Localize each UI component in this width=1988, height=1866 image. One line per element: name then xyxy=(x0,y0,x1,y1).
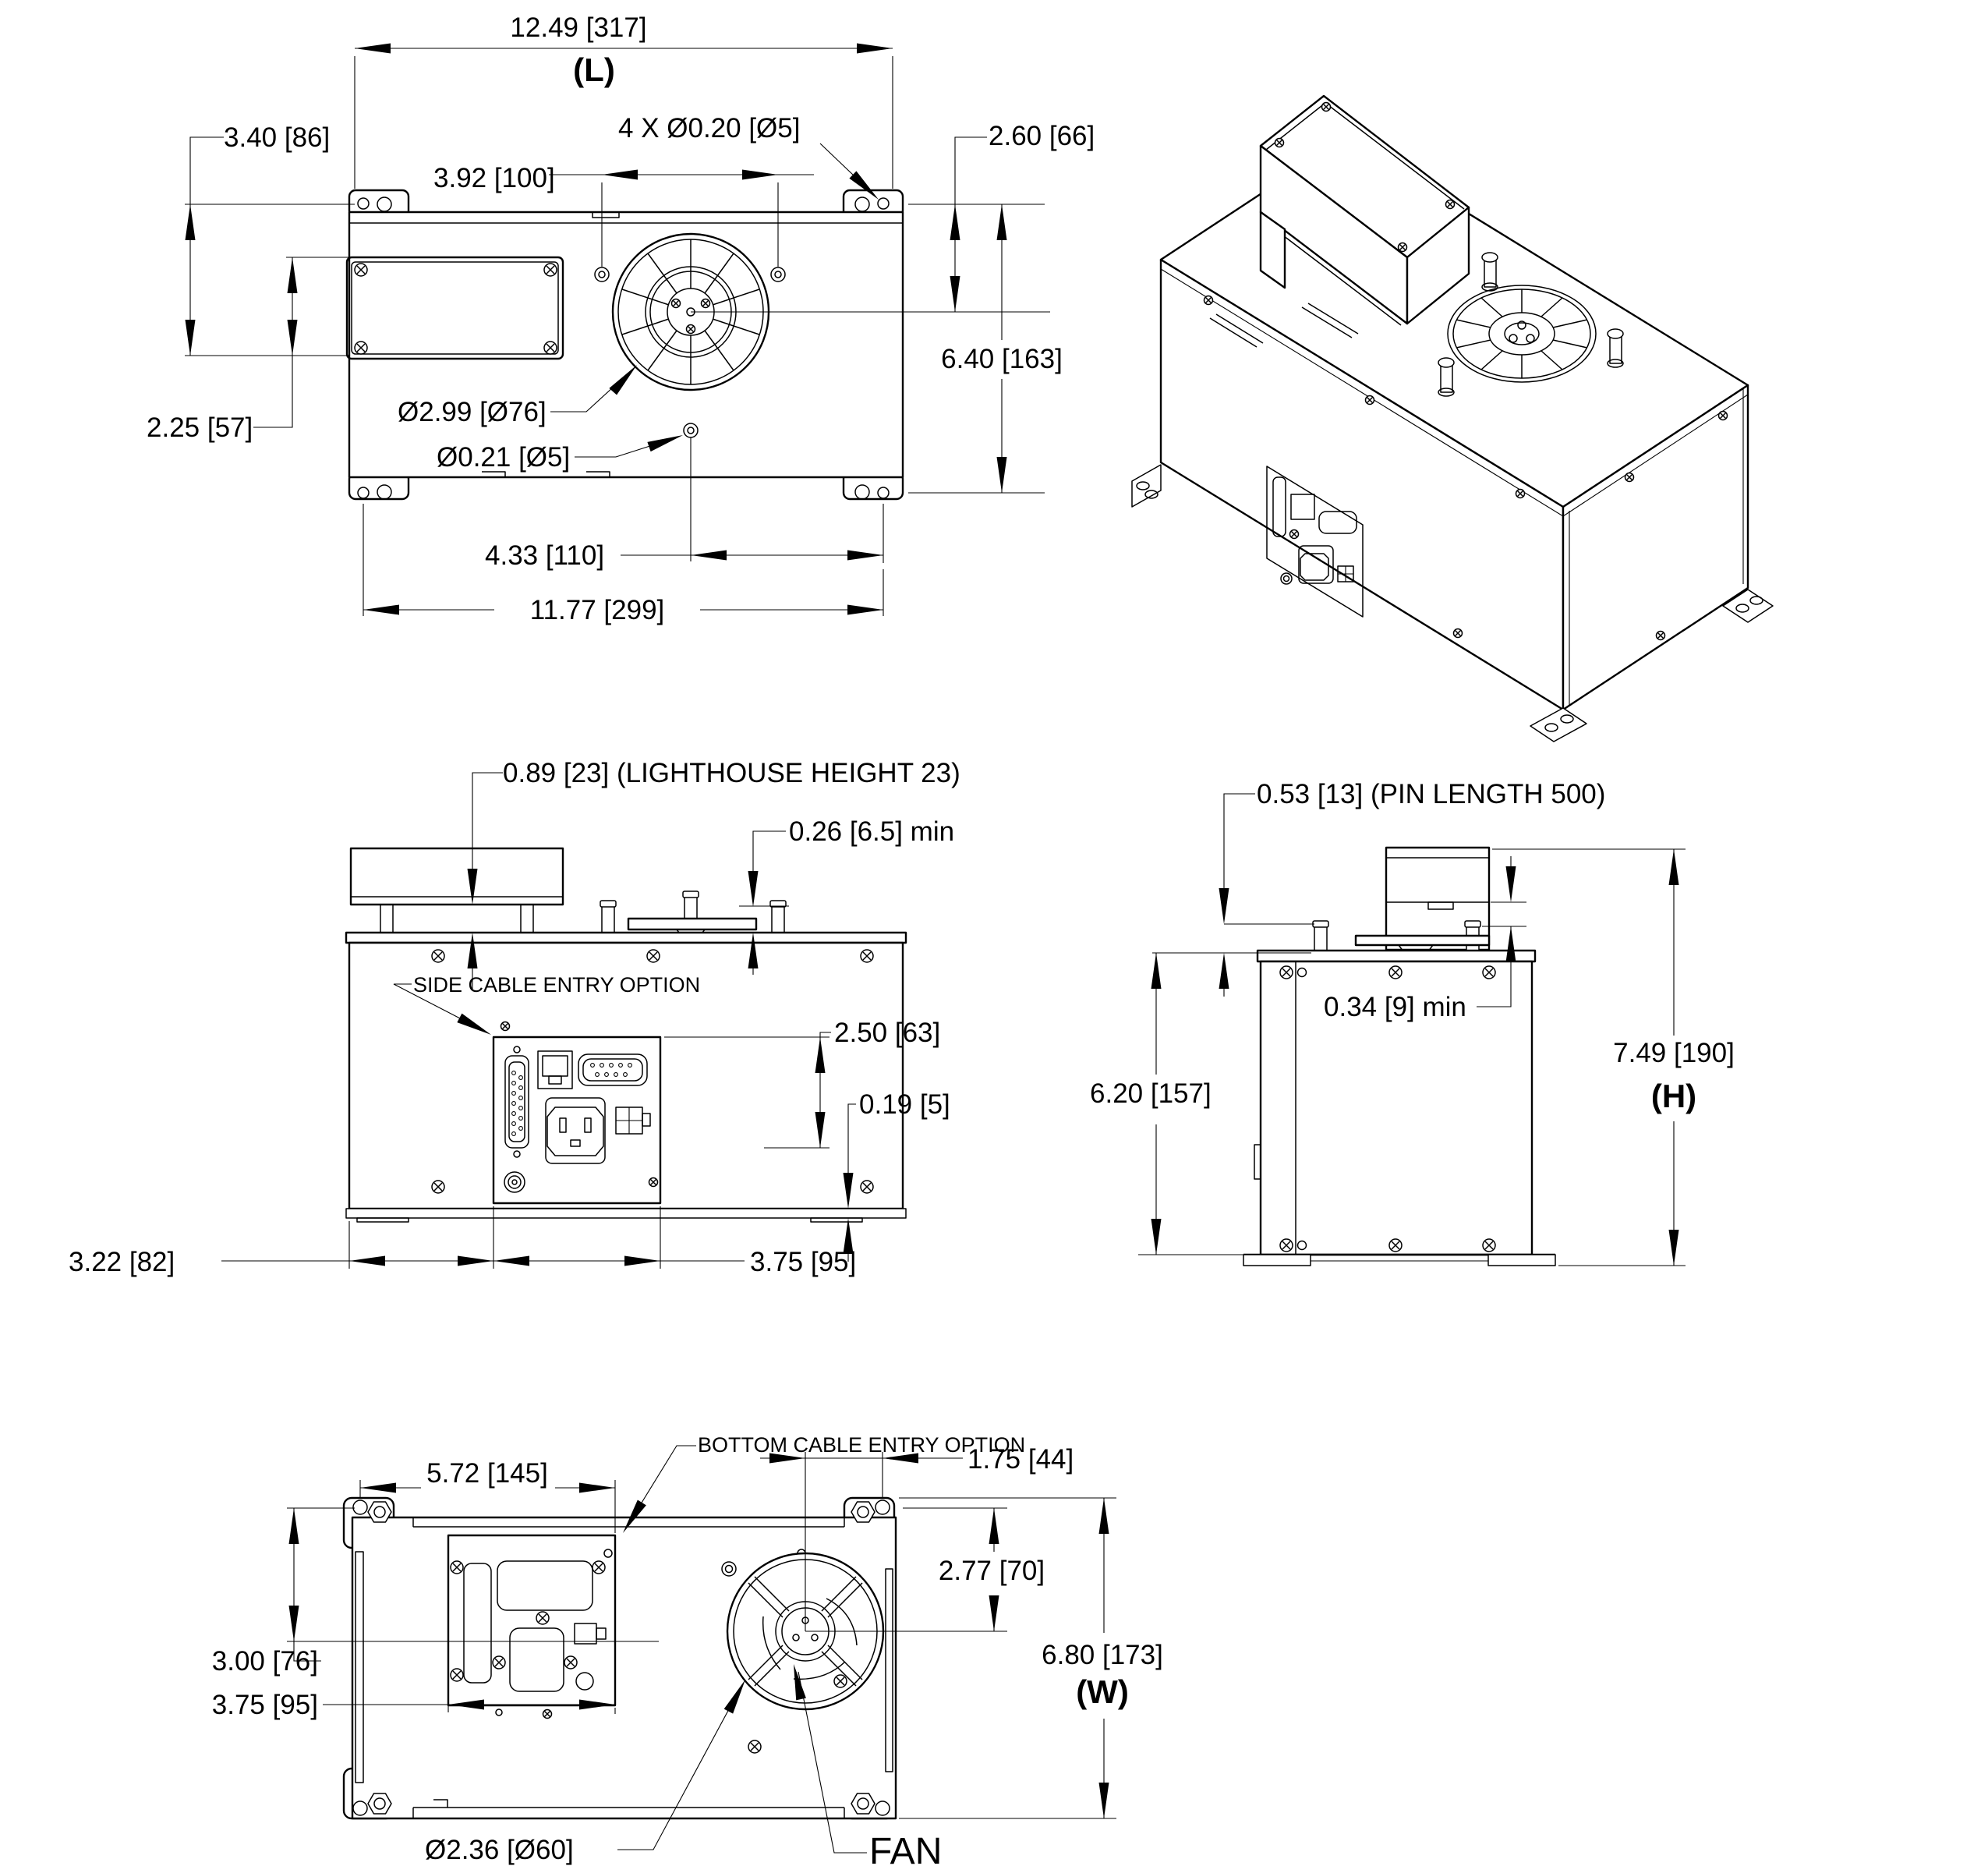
side-disc xyxy=(1356,936,1489,945)
dim-pin: 0.53 [13] (PIN LENGTH 500) xyxy=(1257,779,1606,809)
front-view xyxy=(69,758,960,1277)
center-hole xyxy=(684,423,698,437)
dim-panel-height: 2.50 [63] xyxy=(834,1018,941,1048)
top-view xyxy=(147,12,1095,625)
front-pins-disc xyxy=(600,891,786,936)
dim-lighthouse: 0.89 [23] (LIGHTHOUSE HEIGHT 23) xyxy=(503,758,960,788)
label-height: (H) xyxy=(1650,1078,1697,1114)
dim-tab-span: 11.77 [299] xyxy=(529,595,665,625)
dim-plate-width: 3.75 [95] xyxy=(211,1690,318,1720)
dim-center-y: 3.00 [76] xyxy=(211,1646,318,1677)
dim-hole-dia: Ø0.21 [Ø5] xyxy=(437,442,571,473)
dim-width: 6.80 [173] xyxy=(1042,1640,1163,1670)
dim-panel-left: 3.22 [82] xyxy=(69,1247,175,1277)
dim-base: 0.19 [5] xyxy=(859,1089,950,1120)
dim-total-height: 7.49 [190] xyxy=(1613,1038,1735,1068)
label-bottom-cable: BOTTOM CABLE ENTRY OPTION xyxy=(698,1433,1026,1457)
dim-plate: 2.25 [57] xyxy=(147,413,253,443)
side-body xyxy=(1258,951,1535,961)
dim-height-span: 6.40 [163] xyxy=(941,344,1063,374)
dim-pin-min: 0.34 [9] min xyxy=(1324,992,1466,1022)
label-width: (W) xyxy=(1076,1673,1129,1710)
front-body xyxy=(346,933,906,943)
bottom-view xyxy=(212,1433,1163,1866)
dim-overall-length: 12.49 [317] xyxy=(510,12,647,43)
dim-pin-gap: 0.26 [6.5] min xyxy=(789,816,955,847)
dim-holes-4x: 4 X Ø0.20 [Ø5] xyxy=(618,113,801,143)
dim-hole-to-tab: 4.33 [110] xyxy=(485,540,605,571)
dim-fan-y: 2.77 [70] xyxy=(938,1556,1045,1586)
isometric-view xyxy=(1132,96,1773,742)
label-length: (L) xyxy=(573,51,615,88)
dim-plate-offset: 5.72 [145] xyxy=(426,1458,548,1489)
dim-fan-x: 1.75 [44] xyxy=(967,1444,1074,1475)
side-view xyxy=(1090,779,1735,1266)
label-side-cable: SIDE CABLE ENTRY OPTION xyxy=(413,973,701,997)
dim-fan-dia: Ø2.36 [Ø60] xyxy=(425,1835,574,1865)
dim-panel-width: 3.75 [95] xyxy=(750,1247,857,1277)
dim-disc-dia: Ø2.99 [Ø76] xyxy=(398,397,547,427)
label-fan: FAN xyxy=(869,1831,943,1866)
dim-fan-offset: 2.60 [66] xyxy=(989,121,1095,151)
iso-fan-disc xyxy=(1448,285,1596,382)
dim-body-height: 6.20 [157] xyxy=(1090,1078,1212,1109)
front-lighthouse xyxy=(351,848,563,933)
dim-hole-offset: 3.40 [86] xyxy=(224,122,331,153)
dim-hole-spacing: 3.92 [100] xyxy=(433,163,555,193)
